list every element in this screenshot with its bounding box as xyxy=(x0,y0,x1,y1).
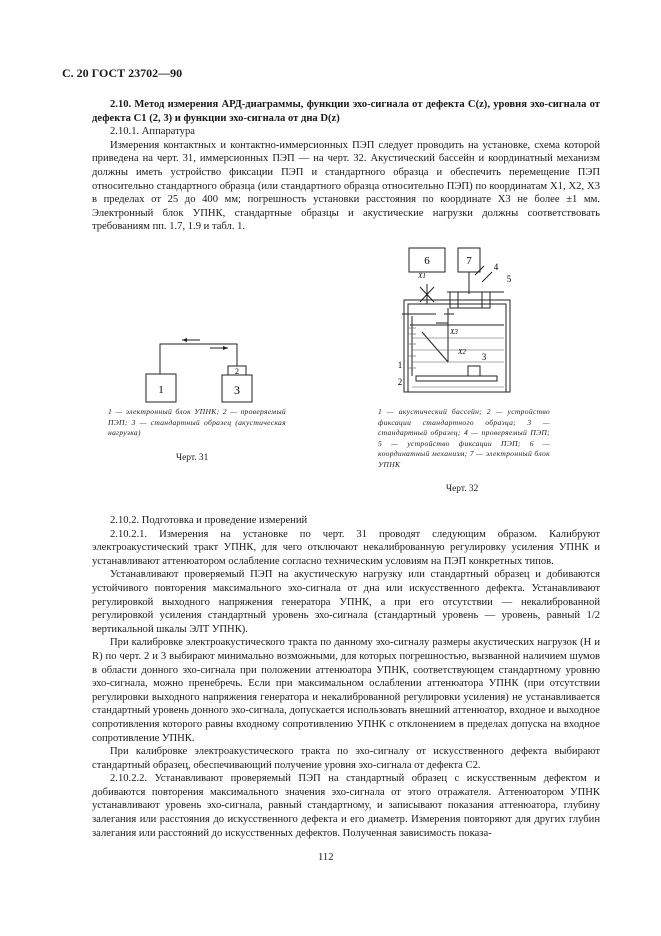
fig32-label-3: 3 xyxy=(481,352,487,362)
fig32-label-x3: X3 xyxy=(450,328,458,336)
figure-31-caption: 1 — электронный блок УПНК; 2 — проверяемый ПЭП; 3 — стандартный образец (акустическая нагрузка) xyxy=(108,407,286,437)
paragraph: Устанавливают проверяемый ПЭП на акустическую нагрузку или стандартный образец и добиваются устойчивого повторения максимального эхо-сигнала от дна или искусственного дефекта. Устанавливают регулировкой выходного напряжения генератора УПНК, а при его отсутствии — некалиброванной регулировкой усиления стандартный уровень эхо-сигнала (стандартный уровень — уровень, равный 1/2 вертикальной шкалы ЭЛТ УПНК). xyxy=(92,569,600,635)
paragraph: При калибровке электроакустического тракта по данному эхо-сигналу размеры акустических нагрузок (H и R) по черт. 2 и 3 выбирают минимально возможными, для которых погрешностью, вызванной наличием шумов в области донного эхо-сигнала при положении аттенюатора УПНК, соответствующем стандартному уровню эхо-сигнала, можно пренебречь. Если при максимальном ослаблении аттенюатора УПНК (при отсутствии регулировки выходного напряжения генератора и некалиброванной регулировки усиления) не устанавливается стандартный уровень донного эхо-сигнала, допускается использовать внешний аттенюатор, входное и выходное сопротивления которого равны входному сопротивлению УПНК с отклонением в пределах допуска на входное сопротивление УПНК. xyxy=(92,637,600,744)
figure-31-diagram xyxy=(112,330,302,405)
subsection-title: 2.10.1. Аппаратура xyxy=(110,126,195,138)
fig31-label-1: 1 xyxy=(158,384,164,396)
paragraph: При калибровке электроакустического тракта по эхо-сигналу от искусственного дефекта выбирают стандартный образец, обеспечивающий получение уровня эхо-сигнала от дефекта C2. xyxy=(92,746,600,771)
paragraph: 2.10.2.1. Измерения на установке по черт. 31 проводят следующим образом. Калибруют электроакустический тракт УПНК, для чего отключают некалиброванную регулировку усиления УПНК и устанавливают аттенюатором ослабление согласно техническим условиям на ПЭП конкретных типов. xyxy=(92,528,600,567)
section-2-10 xyxy=(92,98,600,234)
page-number: 112 xyxy=(318,852,334,863)
paragraph: 2.10.2.2. Устанавливают проверяемый ПЭП на стандартный образец с искусственным дефектом и добиваются повторения максимального значения эхо-сигнала от этого отражателя. Аттенюатором УПНК устанавливают уровень эхо-сигнала, равный стандартному, и записывают показания аттенюатора, глубину залегания или расстояния до искусственного дефекта и его диаметр. Измерения повторяют для других глубин залегания или расстояний до искусственных дефектов. Полученная зависимость показа- xyxy=(92,773,600,839)
figure-32-title: Черт. 32 xyxy=(446,484,479,494)
fig32-label-x1: X1 xyxy=(418,272,426,280)
figure-32-diagram xyxy=(392,242,532,407)
figure-31-title: Черт. 31 xyxy=(176,453,209,463)
figure-32-caption: 1 — акустический бассейн; 2 — устройство фиксации стандартного образца; 3 — стандартный образец; 4 — проверяемый ПЭП; 5 — устройство фиксации ПЭП; 6 — координатный механизм; 7 — электронный блок УПНК xyxy=(378,407,550,469)
fig32-label-6: 6 xyxy=(424,255,430,267)
fig32-label-7: 7 xyxy=(466,255,472,267)
fig32-label-1: 1 xyxy=(397,360,403,370)
page-header: С. 20 ГОСТ 23702—90 xyxy=(62,66,183,80)
fig32-label-5: 5 xyxy=(506,274,512,284)
fig31-label-2: 2 xyxy=(235,367,239,376)
fig32-label-x2: X2 xyxy=(458,348,466,356)
subsection-title: 2.10.2. Подготовка и проведение измерений xyxy=(110,515,308,526)
section-title: 2.10. Метод измерения АРД-диаграммы, функции эхо-сигнала от дефекта C(z), уровня эхо-сигнала от дефекта C1 (2, 3) и функции эхо-сигнала от дна D(z) xyxy=(92,99,600,124)
fig32-label-4: 4 xyxy=(493,262,499,272)
paragraph: Измерения контактных и контактно-иммерсионных ПЭП следует проводить на установке, схема которой приведена на черт. 31, иммерсионных ПЭП — на черт. 32. Акустический бассейн и координатный механизм должны иметь устройство фиксации ПЭП и стандартного образца и обеспечить перемещение ПЭП относительно стандартного образца (или стандартного образца относительно ПЭП) по координатам X1, X2, X3 в пределах от 25 до 400 мм; погрешность установки расстояния по координате X3 не более ±1 мм. Электронный блок УПНК, стандартные образцы и акустические нагрузки должны соответствовать требованиям пп. 1.7, 1.9 и табл. 1. xyxy=(92,139,600,233)
section-2-10-2 xyxy=(92,514,600,840)
fig32-label-2: 2 xyxy=(397,377,403,387)
fig31-label-3: 3 xyxy=(234,383,240,397)
